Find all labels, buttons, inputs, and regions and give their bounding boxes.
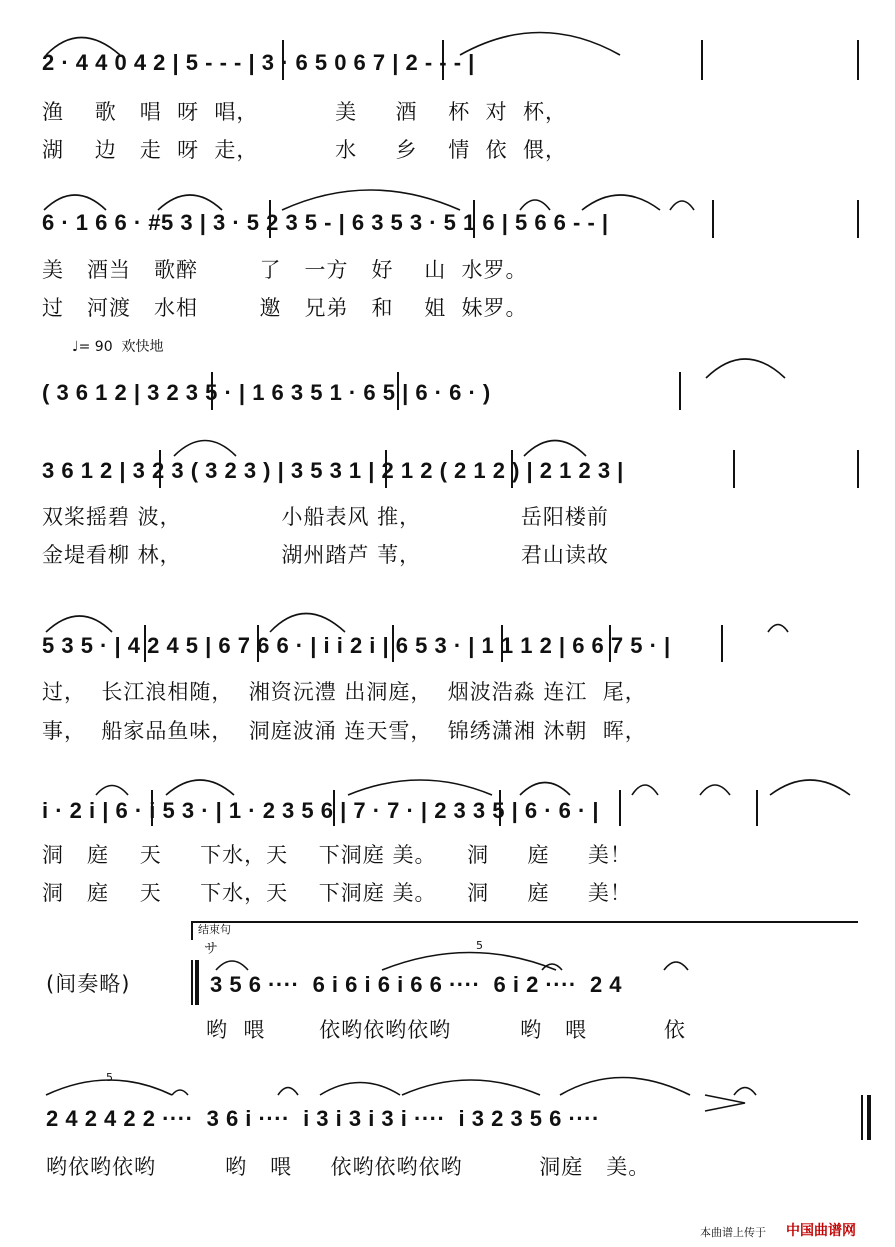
- row5-notes: 5 3 5 · | 4 2 4 5 | 6 7 6 6 · | i i 2 i | 6 5 3 · | 1 1 1 2 | 6 6 7 5 · |: [42, 633, 671, 658]
- row2-lyric-verse1: 美 酒当 歌醉 了 一方 好 山 水罗。: [42, 258, 528, 282]
- row6-lyric-verse1: 洞 庭 天 下水，天 下洞庭 美。 洞 庭 美！: [42, 843, 632, 867]
- row2-notes: 6 · 1 6 6 · #5 3 | 3 · 5 2 3 5 - | 6 3 5 3 · 5 1 6 | 5 6 6 - - |: [42, 210, 609, 235]
- row7-notes: 3 5 6 ···· 6 i 6 i 6 i 6 6 ···· 6 i 2 ···· 2 4: [210, 972, 623, 997]
- tempo-marking: ♩= 90 欢快地: [72, 339, 164, 355]
- sub-label: サ: [204, 941, 218, 957]
- site-logo-text: 中国曲谱网: [786, 1223, 856, 1239]
- row8-lyrics: 哟依哟依哟 哟 喂 依哟依哟依哟 洞庭 美。: [46, 1155, 651, 1179]
- row8-notes: 2 4 2 4 2 2 ···· 3 6 i ···· i 3 i 3 i 3 i ···· i 3 2 3 5 6 ····: [46, 1106, 600, 1131]
- ending-label: 结束句: [198, 923, 231, 936]
- row1-lyric-verse2: 湖 边 走 呀 走， 水 乡 情 依 偎，: [42, 138, 567, 162]
- row3-notes: ( 3 6 1 2 | 3 2 3 5 · | 1 6 3 5 1 · 6 5 | 6 · 6 · ): [42, 380, 491, 405]
- row6-notes: i · 2 i | 6 · i 5 3 · | 1 · 2 3 5 6 | 7 · 7 · | 2 3 3 5 | 6 · 6 · |: [42, 798, 600, 823]
- row6-lyric-verse2: 洞 庭 天 下水，天 下洞庭 美。 洞 庭 美！: [42, 881, 632, 905]
- row4-notes: 3 6 1 2 | 3 2 3 ( 3 2 3 ) | 3 5 3 1 | 2 1 2 ( 2 1 2 ) | 2 1 2 3 |: [42, 458, 624, 483]
- row1-notes: 2 · 4 4 0 4 2 | 5 - - - | 3 · 6 5 0 6 7 | 2 - - - |: [42, 50, 475, 75]
- row2-lyric-verse2: 过 河渡 水相 邀 兄弟 和 姐 妹罗。: [42, 296, 528, 320]
- row4-lyric-verse2: 金堤看柳 林， 湖州踏芦 苇， 君山读故: [42, 543, 609, 567]
- row1-lyric-verse1: 渔 歌 唱 呀 唱， 美 酒 杯 对 杯，: [42, 100, 567, 124]
- row5-lyric-verse1: 过， 长江浪相随， 湘资沅澧 出洞庭， 烟波浩淼 连江 尾，: [42, 680, 647, 704]
- row4-lyric-verse1: 双桨摇碧 波， 小船表风 推， 岳阳楼前: [42, 505, 609, 529]
- interlude-label: (间奏略): [46, 972, 131, 996]
- row5-lyric-verse2: 事， 船家品鱼味， 洞庭波涌 连天雪， 锦绣潇湘 沐朝 晖，: [42, 719, 647, 743]
- row8-tuplet: 5: [106, 1071, 113, 1084]
- row7-tuplet: 5: [476, 939, 483, 952]
- upload-note: 本曲谱上传于: [700, 1226, 766, 1239]
- row7-lyrics: 哟 喂 依哟依哟依哟 哟 喂 依: [206, 1018, 686, 1042]
